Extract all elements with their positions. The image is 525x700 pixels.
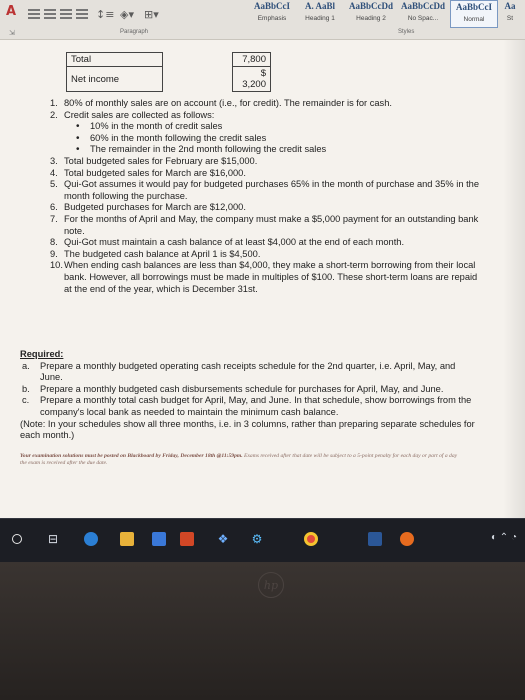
list-text: Credit sales are collected as follows: (64, 109, 215, 120)
style-sample: Aa (504, 1, 516, 11)
style-sample: AaBbCcDd (400, 1, 445, 11)
list-text: Qui-Got must maintain a cash balance of at least $4,000 at the end of each month. (64, 237, 405, 248)
style-more[interactable] (500, 0, 520, 28)
list-text: Budgeted purchases for March are $12,000. (64, 202, 246, 213)
system-tray[interactable]: ◐ ⌃ ◔ (490, 532, 517, 543)
list-item (50, 168, 482, 180)
styles-group-label: Styles (398, 29, 415, 35)
justify-icon[interactable] (76, 9, 88, 19)
hp-logo: hp (258, 572, 284, 598)
list-item (50, 156, 482, 168)
list-item (50, 179, 482, 202)
item-text: Prepare a monthly budgeted operating cash receipts schedule for the 2nd quarter, i.e. April, May, and June. (40, 360, 456, 383)
paragraph-group-label: Paragraph (120, 29, 149, 35)
paragraph-dialog-launcher-icon[interactable]: ⇲ (9, 30, 15, 37)
firefox-icon[interactable] (398, 530, 416, 548)
bullet-item: • 10% in the month of credit sales (64, 121, 482, 133)
bullet-item: • 60% in the month following the credit sales (64, 133, 482, 145)
task-view-icon[interactable]: ⊟ (47, 532, 59, 546)
list-number: 2. (50, 109, 58, 120)
list-item (50, 237, 482, 249)
style-normal[interactable] (450, 0, 498, 28)
file-explorer-icon[interactable] (118, 530, 136, 548)
list-text: The budgeted cash balance at April 1 is $4,500. (64, 248, 261, 259)
shading-icon[interactable]: ◈▾ (120, 8, 134, 21)
table-cell-label: Total (67, 53, 163, 67)
style-name: Heading 2 (356, 15, 386, 22)
list-number: 4. (50, 167, 58, 178)
style-name: St (506, 15, 514, 22)
list-text: Total budgeted sales for March are $16,000. (64, 167, 246, 178)
style-sample: AaBbCcI (455, 2, 492, 12)
item-letter: c. (22, 395, 30, 406)
item-letter: b. (22, 383, 30, 394)
style-sample: AaBbCcDd (348, 1, 393, 11)
list-item (50, 98, 482, 110)
list-text: 80% of monthly sales are on account (i.e., for credit). The remainder is for cash. (64, 98, 392, 108)
list-item (50, 214, 482, 237)
table-row (67, 53, 271, 67)
paragraph-alignment-group (28, 9, 88, 19)
style-sample: A. AaBl (304, 1, 335, 11)
list-number: 6. (50, 202, 58, 213)
style-no-spacing[interactable] (398, 0, 448, 28)
income-statement-table (66, 52, 271, 92)
table-row (67, 67, 271, 92)
footnote-rest: Exams received after that date will be subject to a 5-point penalty for each day or part of a day the exam is received after the due date. (20, 453, 458, 466)
table-cell-empty (163, 67, 233, 92)
list-item (50, 260, 482, 295)
list-number: 10. (50, 260, 63, 271)
table-cell-label: Net income (67, 67, 163, 92)
list-number: 1. (50, 98, 58, 108)
collection-sublist (64, 121, 482, 156)
list-text: When ending cash balances are less than $4,000, they make a short-term borrowing from their local bank. However, all borrowings must be made in multiples of $100. These short-term loans are repaid at the end of the year, which is December 31st. (64, 260, 478, 294)
list-number: 3. (50, 155, 58, 166)
required-item (20, 361, 480, 384)
required-heading: Required: (20, 349, 64, 359)
styles-gallery (250, 0, 520, 28)
borders-icon[interactable]: ⊞▾ (144, 8, 159, 21)
align-right-icon[interactable] (60, 9, 72, 19)
item-text: Prepare a monthly budgeted cash disbursements schedule for purchases for April, May, and June. (40, 383, 444, 394)
list-item (50, 249, 482, 261)
required-item (20, 395, 480, 418)
word-icon[interactable] (366, 530, 384, 548)
start-button[interactable] (10, 530, 24, 548)
style-heading-1[interactable] (296, 0, 344, 28)
list-number: 9. (50, 248, 58, 259)
schedule-note: (Note: In your schedules show all three months, i.e. in 3 columns, rather than preparing separate schedules for each month.) (20, 418, 475, 441)
style-name: Normal (463, 16, 485, 23)
list-text: For the months of April and May, the company must make a $5,000 payment for an outstanding bank note. (64, 213, 479, 236)
word-ribbon (0, 0, 525, 40)
list-number: 8. (50, 237, 58, 248)
page-edge-shadow (503, 40, 525, 518)
font-color-icon[interactable]: A (6, 4, 17, 19)
list-text: Total budgeted sales for February are $15,000. (64, 155, 258, 166)
item-text: Prepare a monthly total cash budget for April, May, and June. In that schedule, show borrowings from the company's local bank as needed to maintain the minimum cash balance. (40, 395, 472, 417)
table-cell-value: $ 3,200 (233, 67, 271, 92)
chrome-icon[interactable] (302, 530, 320, 548)
list-text: Qui-Got assumes it would pay for budgeted purchases 65% in the month of purchase and 35% in the month following the purchase. (64, 179, 479, 201)
align-center-icon[interactable] (44, 9, 56, 19)
required-item (20, 384, 480, 396)
list-number: 7. (50, 213, 58, 224)
settings-icon[interactable]: ⚙ (251, 532, 263, 546)
list-number: 5. (50, 179, 58, 190)
style-sample: AaBbCcI (253, 1, 290, 11)
required-section (20, 349, 480, 442)
style-name: No Spac... (407, 15, 439, 22)
item-letter: a. (22, 360, 30, 371)
footnote-bold: Your examination solutions must be posted on Blackboard by Friday, December 18th @11:59pm. (20, 453, 243, 459)
table-cell-value: 7,800 (233, 53, 271, 67)
style-name: Emphasis (257, 15, 287, 22)
assumptions-list (50, 98, 482, 295)
style-heading-2[interactable] (346, 0, 396, 28)
dropbox-icon[interactable]: ❖ (217, 532, 229, 546)
list-item (50, 202, 482, 214)
line-spacing-icon[interactable]: ↕≡ (96, 8, 115, 21)
windows-taskbar (0, 518, 525, 562)
align-left-icon[interactable] (28, 9, 40, 19)
list-item (50, 110, 482, 156)
office-icon[interactable] (178, 530, 196, 548)
store-icon[interactable] (150, 530, 168, 548)
edge-icon[interactable] (82, 530, 100, 548)
style-name: Heading 1 (305, 15, 335, 22)
bullet-item: • The remainder in the 2nd month following the credit sales (64, 144, 482, 156)
submission-footnote (20, 453, 460, 467)
table-cell-empty (163, 53, 233, 67)
cortana-ring-icon (12, 534, 22, 544)
style-emphasis[interactable] (250, 0, 294, 28)
laptop-bezel (0, 562, 525, 700)
document-page[interactable] (0, 40, 525, 518)
